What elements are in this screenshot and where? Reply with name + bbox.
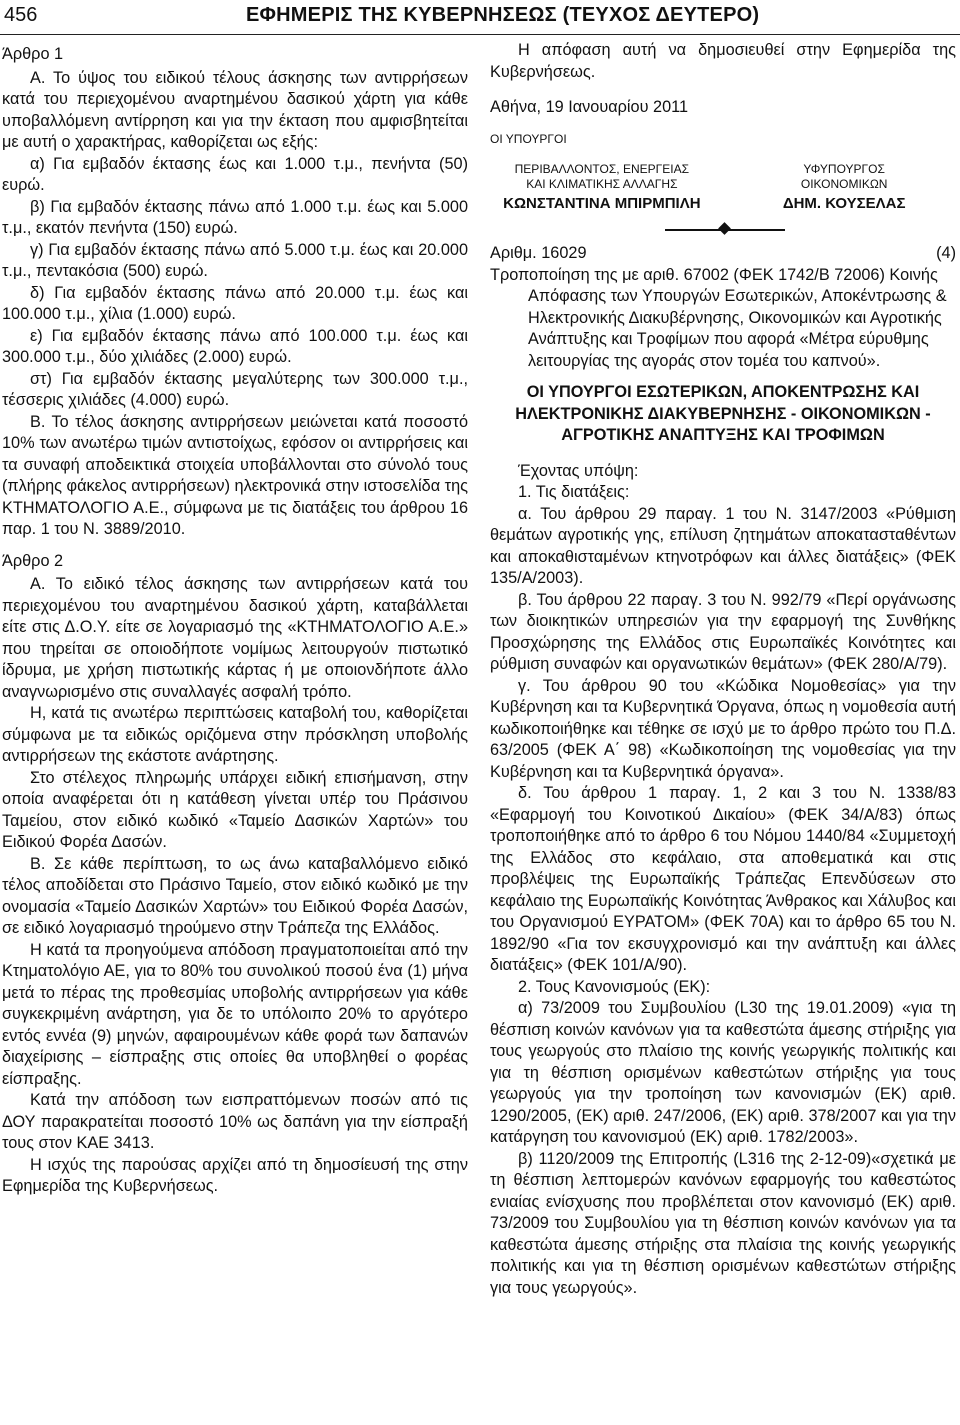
- paragraph: Η ισχύς της παρούσας αρχίζει από τη δημοσίευσή της στην Εφημερίδα της Κυβερνήσεως.: [2, 1155, 468, 1195]
- paragraph: Α. Το ειδικό τέλος άσκησης των αντιρρήσεων κατά του περιεχομένου του αναρτημένου δασικού χάρτη, καταβάλλεται είτε στις Δ.Ο.Υ. είτε σε λογαριασμό της «ΚΤΗΜΑΤΟΛΟΓΙΟ Α.Ε.» που τηρείται σε οποιοδήποτε νομίμως λειτουργούν πιστωτικό ίδρυμα, με χρήση πιστωτικής κάρτας ή με οποιονδήποτε άλλο αναγνωρισμένο στις συναλλαγές ασφαλή τρόπο.: [2, 575, 468, 701]
- signatory-role: ΚΑΙ ΚΛΙΜΑΤΙΚΗΣ ΑΛΛΑΓΗΣ: [526, 177, 678, 191]
- journal-title: ΕΦΗΜΕΡΙΣ ΤΗΣ ΚΥΒΕΡΝΗΣΕΩΣ (ΤΕΥΧΟΣ ΔΕΥΤΕΡΟ): [246, 4, 760, 26]
- paragraph: β) 1120/2009 της Επιτροπής (L316 της 2-12-09)«σχετικά με τη θέσπιση λεπτομερών κανόνων εφαρμογής του καθεστώτος ενιαίας ενίσχυσης που προβλέπεται στον κανονισμό (ΕΚ) αριθ. 73/2009 του Συμβουλίου για τη θέσπιση κοινών κανόνων για τα καθεστώτα άμεσης στήριξης στα πλαίσια της κοινής γεωργικής πολιτικής και για τη θέσπιση ορισμένων καθεστώτων στήριξης για τους γεωργούς».: [490, 1149, 956, 1297]
- paragraph: Η κατά τα προηγούμενα απόδοση πραγματοποιείται από την Κτηματολόγιο ΑΕ, για το 80% του συνολικού ποσού ένα (1) μήνα μετά το πέρας της προθεσμίας υποβολής αντιρρήσεων για κάθε συγκεκριμένη ανάρτηση, για δε το υπόλοιπο 20% το αργότερο εντός εννέα (9) μηνών, αφαιρουμένων κάθε φορά των δαπανών διαχείρισης – είσπραξης στις οποίες θα υποβληθεί ο φορέας είσπραξης.: [2, 940, 468, 1088]
- page-number: 456: [4, 4, 38, 26]
- paragraph: α. Του άρθρου 29 παραγ. 1 του Ν. 3147/2003 «Ρύθμιση θεμάτων αγροτικής γης, επίλυση ζητημάτων αποκατασταθέντων και αποκαθισταμένων κτηνοτρόφων και άλλες διατάξεις» (ΦΕΚ 135/Α/2003).: [490, 504, 956, 587]
- fee-tier: α) Για εμβαδόν έκτασης έως και 1.000 τ.μ., πενήντα (50) ευρώ.: [2, 154, 468, 194]
- paragraph: Στο στέλεχος πληρωμής υπάρχει ειδική επισήμανση, στην οποία αναφέρεται ότι η κατάθεση γίνεται υπέρ του Πράσινου Ταμείου, στον ειδικό κωδικό «Ταμείο Δασικών Χαρτών» του Ειδικού Φορέα Δασών.: [2, 768, 468, 851]
- right-column: [490, 40, 956, 1299]
- article-1-title: Άρθρο 1: [2, 45, 64, 63]
- having-regard: Έχοντας υπόψη:: [518, 461, 639, 480]
- ministers-label: ΟΙ ΥΠΟΥΡΓΟΙ: [490, 131, 567, 146]
- paragraph: δ. Του άρθρου 1 παραγ. 1, 2 και 3 του Ν. 1338/83 «Εφαρμογή του Κοινοτικού Δικαίου» (ΦΕΚ 34/Α/83) όπως τροποποιήθηκε από το άρθρο 6 του Νόμου 1440/84 «Συμμετοχή της Ελλάδος στο κεφάλαιο, στα αποθεματικά και στις προβλέψεις της Ευρωπαϊκής Τράπεζας Επενδύσεων στο κεφάλαιο της Ευρωπαϊκής Κοινότητας Άνθρακος και Χάλυβος και του Οργανισμού ΕΥΡΑΤΟΜ» (ΦΕΚ 70Α) και το άρθρο 65 του Ν. 1892/90 «Για τον εκσυγχρονισμό και την ανάπτυξη και άλλες διατάξεις» (ΦΕΚ 101/Α/90).: [490, 784, 956, 974]
- paragraph: Α. Το ύψος του ειδικού τέλους άσκησης των αντιρρήσεων κατά του περιεχομένου αναρτημένου δασικού χάρτη για κάθε υποβαλλόμενη αντίρρηση και για την έκταση που αμφισβητείται με αυτή ο χαρακτήρας, καθορίζεται ως εξής:: [2, 68, 468, 151]
- signatory-name: ΔΗΜ. ΚΟΥΣΕΛΑΣ: [782, 195, 906, 212]
- signatory-role: ΟΙΚΟΝΟΜΙΚΩΝ: [800, 177, 888, 191]
- decision-number: Αριθμ. 16029: [490, 244, 587, 262]
- header-rule: [0, 34, 960, 35]
- fee-tier: β) Για εμβαδόν έκτασης πάνω από 1.000 τ.μ. έως και 5.000 τ.μ., εκατόν πενήντα (150) ευρώ.: [2, 197, 468, 237]
- publication-note: Η απόφαση αυτή να δημοσιευθεί στην Εφημερίδα της Κυβερνήσεως.: [490, 41, 956, 81]
- fee-tier: γ) Για εμβαδόν έκτασης πάνω από 5.000 τ.μ. έως και 20.000 τ.μ., πεντακόσια (500) ευρώ.: [2, 240, 468, 280]
- paragraph: Β. Σε κάθε περίπτωση, το ως άνω καταβαλλόμενο ειδικό τέλος αποδίδεται στο Πράσινο Ταμείο, στον ειδικό κωδικό με την ονομασία «Ταμείο Δασικών Χαρτών» του Ειδικού Φορέα Δασών, σε ειδικό λογαριασμό τηρούμενο στην Τράπεζα της Ελλάδος.: [2, 854, 468, 937]
- ministers-title: ΟΙ ΥΠΟΥΡΓΟΙ ΕΣΩΤΕΡΙΚΩΝ, ΑΠΟΚΕΝΤΡΩΣΗΣ ΚΑΙ ΗΛΕΚΤΡΟΝΙΚΗΣ ΔΙΑΚΥΒΕΡΝΗΣΗΣ - ΟΙΚΟΝΟΜΙΚΩΝ - ΑΓΡΟΤΙΚΗΣ ΑΝΑΠΤΥΞΗΣ ΚΑΙ ΤΡΟΦΙΜΩΝ: [515, 383, 931, 444]
- left-column: [2, 40, 468, 1198]
- decision-abstract-first: Τροποποίηση της με αριθ. 67002 (ΦΕΚ 1742/Β 72006) Κοινής: [490, 265, 938, 284]
- paragraph: β. Του άρθρου 22 παραγ. 3 του Ν. 992/79 «Περί οργάνωσης των διοικητικών υπηρεσιών για την εφαρμογή της Συνθήκης Προσχώρησης της Ελλάδος στις Ευρωπαϊκές Κοινότητες και ρύθμιση συναφών και οργανωτικών θεμάτων» (ΦΕΚ 280/Α/79).: [490, 590, 956, 673]
- decision-sequence: (4): [936, 244, 956, 262]
- signatory-role: ΥΦΥΠΟΥΡΓΟΣ: [803, 162, 885, 176]
- paragraph: 2. Τους Κανονισμούς (ΕΚ):: [518, 977, 711, 996]
- paragraph: Β. Το τέλος άσκησης αντιρρήσεων μειώνεται κατά ποσοστό 10% των ανωτέρω τιμών αντιστοίχως, εφόσον οι αντιρρήσεις και τα συναφή αποδεικτικά στοιχεία υποβάλλονται στο σύνολό τους (πλήρης φάκελος αντιρρήσεων) ηλεκτρονικά στην ιστοσελίδα της ΚΤΗΜΑΤΟΛΟΓΙΟ Α.Ε., σύμφωνα με τις διατάξεις του άρθρου 16 παρ. 1 του Ν. 3889/2010.: [2, 412, 469, 538]
- paragraph: Η, κατά τις ανωτέρω περιπτώσεις καταβολή του, καθορίζεται σύμφωνα με τα ειδικώς οριζόμενα στην πρόσκληση υποβολής αντιρρήσεων της εκάστοτε ανάρτησης.: [2, 704, 468, 765]
- signature-date: Αθήνα, 19 Ιανουαρίου 2011: [490, 98, 689, 116]
- fee-tier: στ) Για εμβαδόν έκτασης μεγαλύτερης των 300.000 τ.μ., τέσσερις χιλιάδες (4.000) ευρώ.: [2, 369, 468, 409]
- decision-header: [490, 243, 956, 265]
- signatory-role: ΠΕΡΙΒΑΛΛΟΝΤΟΣ, ΕΝΕΡΓΕΙΑΣ: [514, 162, 690, 176]
- signatures: [490, 162, 956, 211]
- signature-block: [490, 162, 714, 211]
- paragraph: γ. Του άρθρου 90 του «Κώδικα Νομοθεσίας» για την Κυβέρνηση και τα Κυβερνητικά Όργανα, όπως η νομοθεσία αυτή κωδικοποιήθηκε και τέθηκε σε ισχύ με το άρθρο πρώτο του Π.Δ. 63/2005 (ΦΕΚ Α΄ 98) «Κωδικοποίηση της νομοθεσίας για την Κυβέρνηση και τα Κυβερνητικά όργανα».: [490, 676, 956, 781]
- signatory-name: ΚΩΝΣΤΑΝΤΙΝΑ ΜΠΙΡΜΠΙΛΗ: [503, 195, 701, 212]
- signature-block: [732, 162, 956, 211]
- provisions-label: 1. Τις διατάξεις:: [518, 483, 630, 501]
- paragraph: Κατά την απόδοση των εισπραττόμενων ποσών από τις ΔΟΥ παρακρατείται ποσοστό 10% ως δαπάνη για την είσπραξή τους στον ΚΑΕ 3413.: [2, 1091, 468, 1152]
- fee-tier: ε) Για εμβαδόν έκτασης πάνω από 100.000 τ.μ. έως και 300.000 τ.μ., δύο χιλιάδες (2.000) ευρώ.: [2, 326, 468, 366]
- paragraph: α) 73/2009 του Συμβουλίου (L30 της 19.01.2009) «για τη θέσπιση κοινών κανόνων για τα καθεστώτα άμεσης στήριξης για τους γεωργούς στο πλαίσιο της κοινής γεωργικής πολιτικής και για τη θέσπιση ορισμένων καθεστώτων στήριξης για τους γεωργούς για την τροποίηση των κανονισμών (ΕΚ) αριθ. 1290/2005, (ΕΚ) αριθ. 247/2006, (ΕΚ) αριθ. 378/2007 και για την κατάργηση του κανονισμού (ΕΚ) αριθ. 1782/2003».: [490, 999, 956, 1146]
- diamond-icon: [718, 222, 731, 235]
- article-2-title: Άρθρο 2: [2, 551, 64, 570]
- fee-tier: δ) Για εμβαδόν έκτασης πάνω από 20.000 τ.μ. έως και 100.000 τ.μ., χίλια (1.000) ευρώ.: [2, 283, 468, 323]
- section-divider: [490, 219, 956, 241]
- decision-abstract: Απόφασης των Υπουργών Εσωτερικών, Αποκέντρωσης & Ηλεκτρονικής Διακυβέρνησης, Οικονομικών και Αγροτικής Ανάπτυξης και Τροφίμων που αφορά «Μέτρα εύρυθμης λειτουργίας της αγοράς στον τομέα του καπνού».: [528, 287, 947, 370]
- page-header: [0, 0, 960, 34]
